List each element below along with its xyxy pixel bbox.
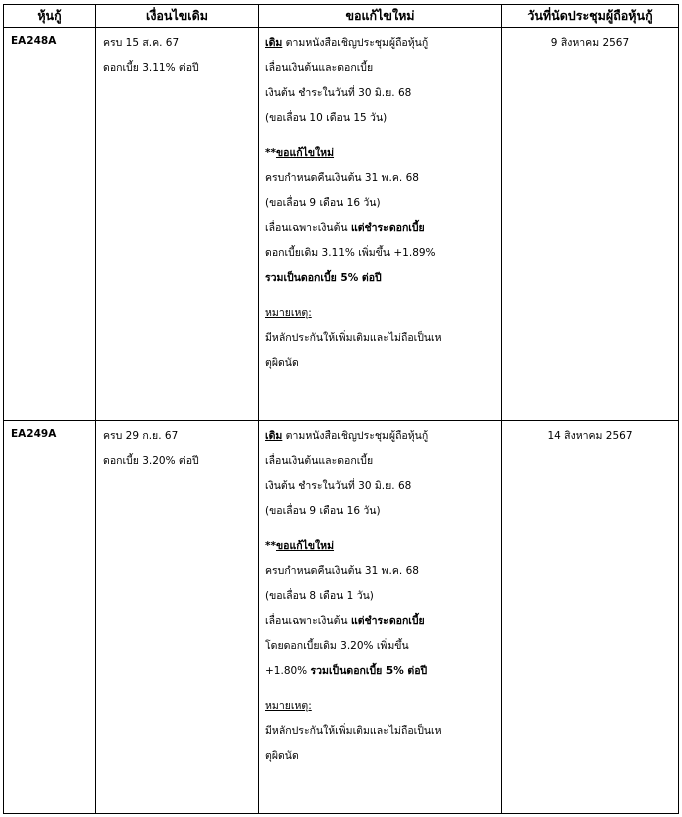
debenture-code: EA249A	[4, 421, 96, 814]
original-line: (ขอเลื่อน 10 เดือน 15 วัน)	[265, 112, 388, 124]
principal-line	[265, 216, 497, 241]
note-label: หมายเหตุ:	[265, 700, 312, 712]
interest-rate-line: ดอกเบี้ย 3.11% ต่อปี	[103, 62, 199, 74]
amendment-detail	[259, 421, 502, 814]
header-row	[4, 5, 679, 28]
total-interest-line	[265, 659, 497, 684]
original-heading	[265, 424, 497, 449]
note-label: หมายเหตุ:	[265, 307, 312, 319]
original-line: (ขอเลื่อน 9 เดือน 16 วัน)	[265, 505, 381, 517]
debenture-amendment-table	[3, 4, 679, 814]
pay-interest: แต่ชำระดอกเบี้ย	[350, 222, 425, 234]
original-condition	[96, 28, 259, 421]
principal-only: เลื่อนเฉพาะเงินต้น	[265, 615, 351, 627]
meeting-date: 9 สิงหาคม 2567	[502, 28, 679, 421]
principal-line	[265, 609, 497, 634]
maturity-line: ครบ 15 ส.ค. 67	[103, 37, 180, 49]
debenture-code: EA248A	[4, 28, 96, 421]
original-text: ตามหนังสือเชิญประชุมผู้ถือหุ้นกู้	[282, 37, 429, 49]
new-prefix: **	[265, 540, 276, 552]
original-heading	[265, 31, 497, 56]
table-row	[4, 28, 679, 421]
new-line: (ขอเลื่อน 9 เดือน 16 วัน)	[265, 197, 381, 209]
original-line: เงินต้น ชำระในวันที่ 30 มิ.ย. 68	[265, 87, 412, 99]
total-interest-line	[265, 266, 497, 291]
note-line: ตุผิดนัด	[265, 357, 299, 369]
note-line: ตุผิดนัด	[265, 750, 299, 762]
principal-only: เลื่อนเฉพาะเงินต้น	[265, 222, 351, 234]
total-interest: รวมเป็นดอกเบี้ย 5% ต่อปี	[265, 272, 382, 284]
new-label: ขอแก้ไขใหม่	[275, 540, 335, 552]
meeting-date: 14 สิงหาคม 2567	[502, 421, 679, 814]
header-debenture: หุ้นกู้	[4, 5, 96, 28]
amendment-detail	[259, 28, 502, 421]
new-prefix: **	[265, 147, 276, 159]
pay-interest: แต่ชำระดอกเบี้ย	[350, 615, 425, 627]
original-condition	[96, 421, 259, 814]
interest-extra: +1.80%	[265, 665, 311, 677]
header-meeting-date: วันที่นัดประชุมผู้ถือหุ้นกู้	[502, 5, 679, 28]
original-label: เดิม	[265, 430, 283, 442]
new-line: (ขอเลื่อน 8 เดือน 1 วัน)	[265, 590, 374, 602]
original-line: เลื่อนเงินต้นและดอกเบี้ย	[265, 455, 374, 467]
original-line: เงินต้น ชำระในวันที่ 30 มิ.ย. 68	[265, 480, 412, 492]
interest-rate-line: ดอกเบี้ย 3.20% ต่อปี	[103, 455, 199, 467]
new-heading	[265, 534, 497, 559]
original-label: เดิม	[265, 37, 283, 49]
maturity-line: ครบ 29 ก.ย. 67	[103, 430, 179, 442]
new-heading	[265, 141, 497, 166]
interest-line: โดยดอกเบี้ยเดิม 3.20% เพิ่มขึ้น	[265, 640, 409, 652]
original-text: ตามหนังสือเชิญประชุมผู้ถือหุ้นกู้	[282, 430, 429, 442]
new-line: ครบกำหนดคืนเงินต้น 31 พ.ค. 68	[265, 565, 419, 577]
total-interest: รวมเป็นดอกเบี้ย 5% ต่อปี	[310, 665, 428, 677]
header-original-condition: เงื่อนไขเดิม	[96, 5, 259, 28]
note-line: มีหลักประกันให้เพิ่มเติมและไม่ถือเป็นเห	[265, 332, 442, 344]
new-label: ขอแก้ไขใหม่	[275, 147, 335, 159]
table-row	[4, 421, 679, 814]
original-line: เลื่อนเงินต้นและดอกเบี้ย	[265, 62, 374, 74]
note-line: มีหลักประกันให้เพิ่มเติมและไม่ถือเป็นเห	[265, 725, 442, 737]
new-line: ครบกำหนดคืนเงินต้น 31 พ.ค. 68	[265, 172, 419, 184]
header-amendment: ขอแก้ไขใหม่	[259, 5, 502, 28]
interest-line: ดอกเบี้ยเดิม 3.11% เพิ่มขึ้น +1.89%	[265, 247, 436, 259]
